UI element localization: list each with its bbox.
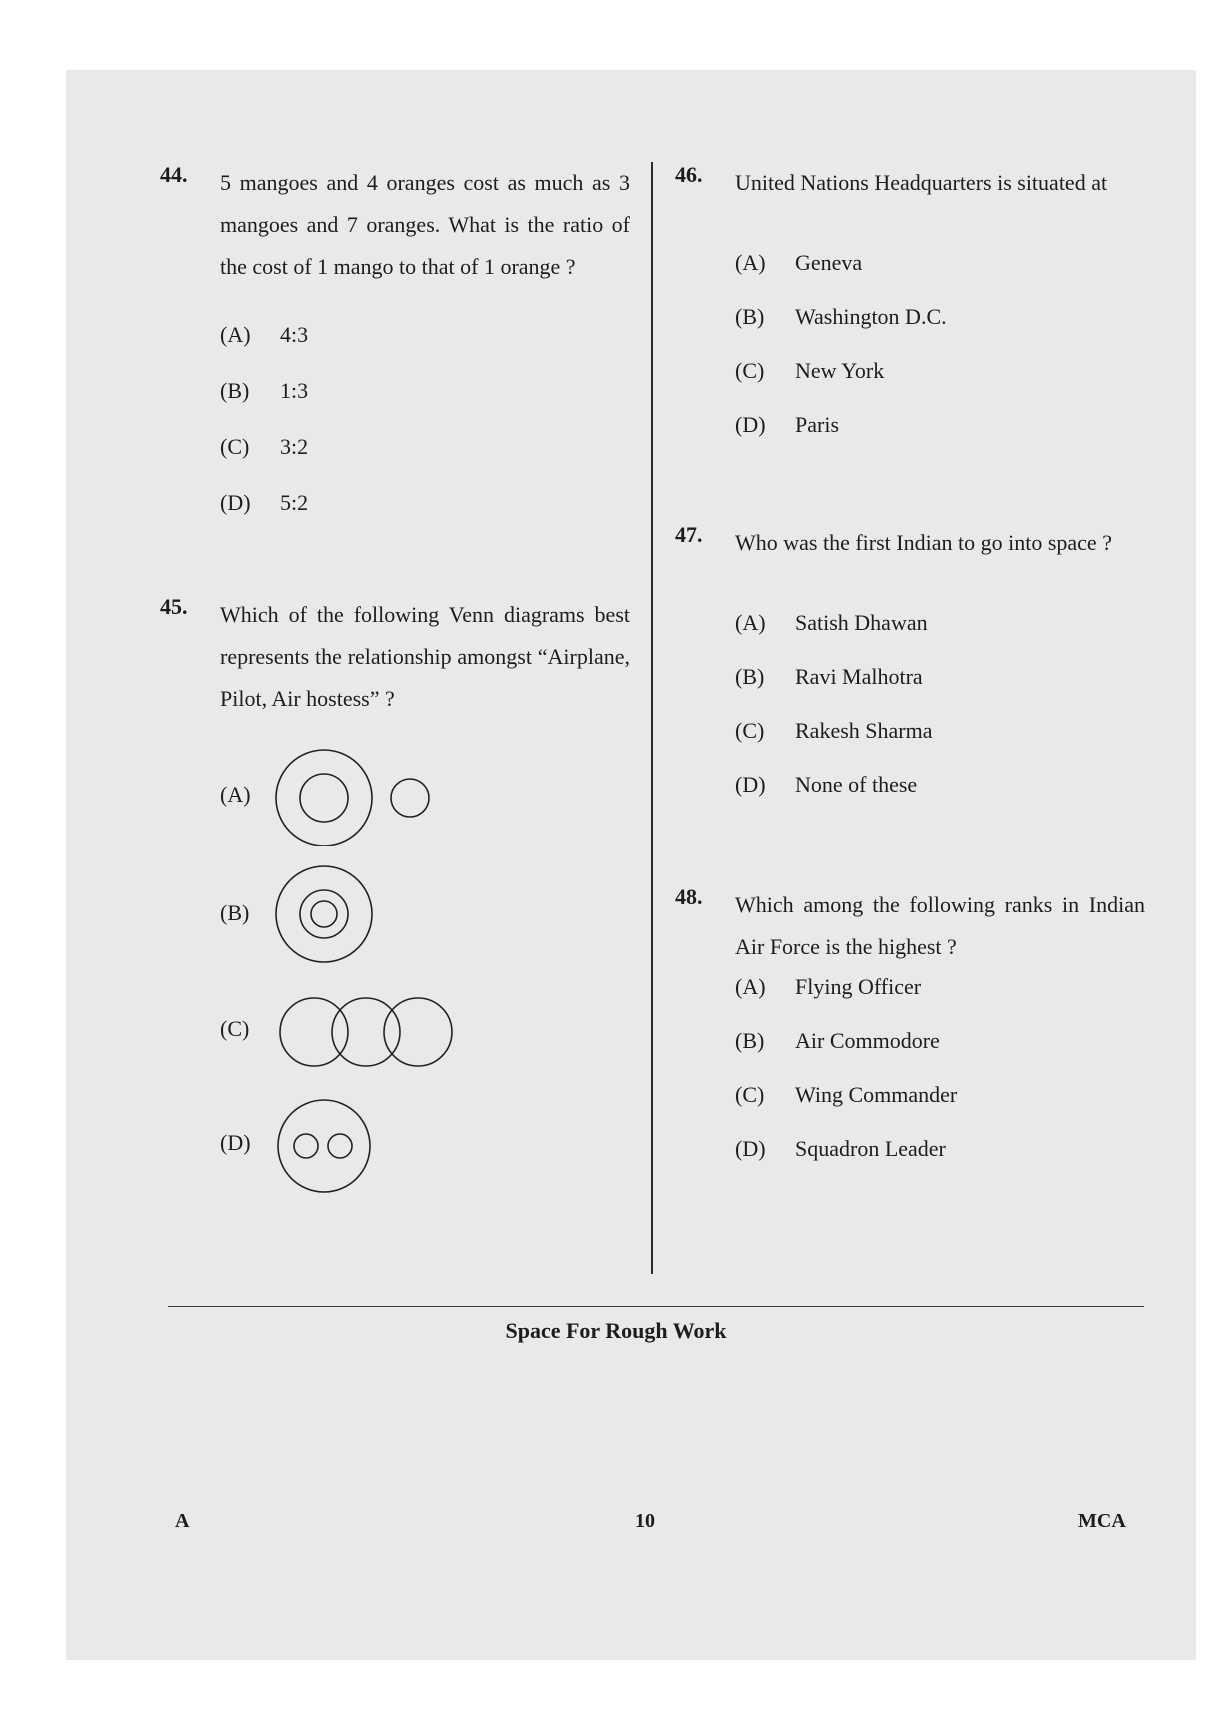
option-b xyxy=(220,378,308,404)
option-c xyxy=(735,718,932,744)
question-number: 44. xyxy=(160,162,188,187)
footer-set-code: A xyxy=(175,1510,190,1532)
option-d xyxy=(220,490,308,516)
option-label: (B) xyxy=(735,664,765,689)
venn-option-a xyxy=(220,746,630,846)
option-text: Air Commodore xyxy=(795,1028,940,1053)
question-text: Which of the following Venn diagrams best represents the relationship amongst “Airplane, Pilot, Air hostess” ? xyxy=(220,602,630,711)
question-number: 46. xyxy=(675,162,703,187)
option-a xyxy=(735,610,928,636)
venn-option-d xyxy=(220,1094,630,1194)
option-label: (B) xyxy=(220,900,250,925)
option-label: (A) xyxy=(220,322,251,347)
option-label: (B) xyxy=(735,1028,765,1053)
option-c xyxy=(220,434,308,460)
venn-diagram-b xyxy=(270,864,470,964)
option-label: (D) xyxy=(735,412,766,437)
option-label: (D) xyxy=(735,772,766,797)
option-text: Washington D.C. xyxy=(795,304,947,329)
option-b xyxy=(735,304,947,330)
option-label: (A) xyxy=(735,610,766,635)
option-label: (C) xyxy=(735,358,765,383)
option-label: (A) xyxy=(735,974,766,999)
option-text: Paris xyxy=(795,412,839,437)
option-a xyxy=(220,322,308,348)
option-text: 5:2 xyxy=(280,490,309,515)
option-text: Geneva xyxy=(795,250,863,275)
option-b xyxy=(735,1028,940,1054)
option-label: (C) xyxy=(220,1016,250,1041)
option-label: (C) xyxy=(220,434,250,459)
option-a xyxy=(735,250,862,276)
option-text: Ravi Malhotra xyxy=(795,664,923,689)
question-text: United Nations Headquarters is situated at xyxy=(735,170,1108,195)
option-text: Squadron Leader xyxy=(795,1136,946,1161)
option-d xyxy=(735,772,917,798)
option-text: Satish Dhawan xyxy=(795,610,928,635)
option-label: (B) xyxy=(220,378,250,403)
option-text: Flying Officer xyxy=(795,974,922,999)
question-text: Who was the first Indian to go into space ? xyxy=(735,530,1112,555)
option-label: (D) xyxy=(220,1130,251,1155)
option-label: (D) xyxy=(735,1136,766,1161)
question-number: 47. xyxy=(675,522,703,547)
option-c xyxy=(735,1082,957,1108)
option-text: New York xyxy=(795,358,885,383)
question-text: Which among the following ranks in Indian Air Force is the highest ? xyxy=(735,892,1145,959)
option-a xyxy=(735,974,921,1000)
venn-diagram-d xyxy=(270,1094,470,1194)
option-text: Wing Commander xyxy=(795,1082,958,1107)
option-label: (C) xyxy=(735,718,765,743)
option-text: None of these xyxy=(795,772,918,797)
option-text: 1:3 xyxy=(280,378,309,403)
option-d xyxy=(735,1136,946,1162)
rough-work-heading: Space For Rough Work xyxy=(505,1318,727,1343)
question-number: 48. xyxy=(675,884,703,909)
footer-course-code: MCA xyxy=(1078,1510,1126,1532)
venn-option-c xyxy=(220,980,630,1080)
venn-diagram-c xyxy=(270,980,470,1080)
column-divider xyxy=(651,162,653,1274)
question-number: 45. xyxy=(160,594,188,619)
option-d xyxy=(735,412,839,438)
option-label: (D) xyxy=(220,490,251,515)
option-label: (A) xyxy=(220,782,251,807)
option-text: 4:3 xyxy=(280,322,309,347)
option-label: (B) xyxy=(735,304,765,329)
venn-diagram-a xyxy=(270,746,470,846)
option-c xyxy=(735,358,884,384)
option-text: Rakesh Sharma xyxy=(795,718,933,743)
option-b xyxy=(735,664,923,690)
option-label: (C) xyxy=(735,1082,765,1107)
venn-option-b xyxy=(220,864,630,964)
rough-work-rule xyxy=(168,1306,1144,1307)
footer-page-number: 10 xyxy=(635,1510,655,1532)
option-label: (A) xyxy=(735,250,766,275)
question-text: 5 mangoes and 4 oranges cost as much as 3 mangoes and 7 oranges. What is the ratio of the cost of 1 mango to that of 1 orange ? xyxy=(220,170,630,279)
option-text: 3:2 xyxy=(280,434,309,459)
